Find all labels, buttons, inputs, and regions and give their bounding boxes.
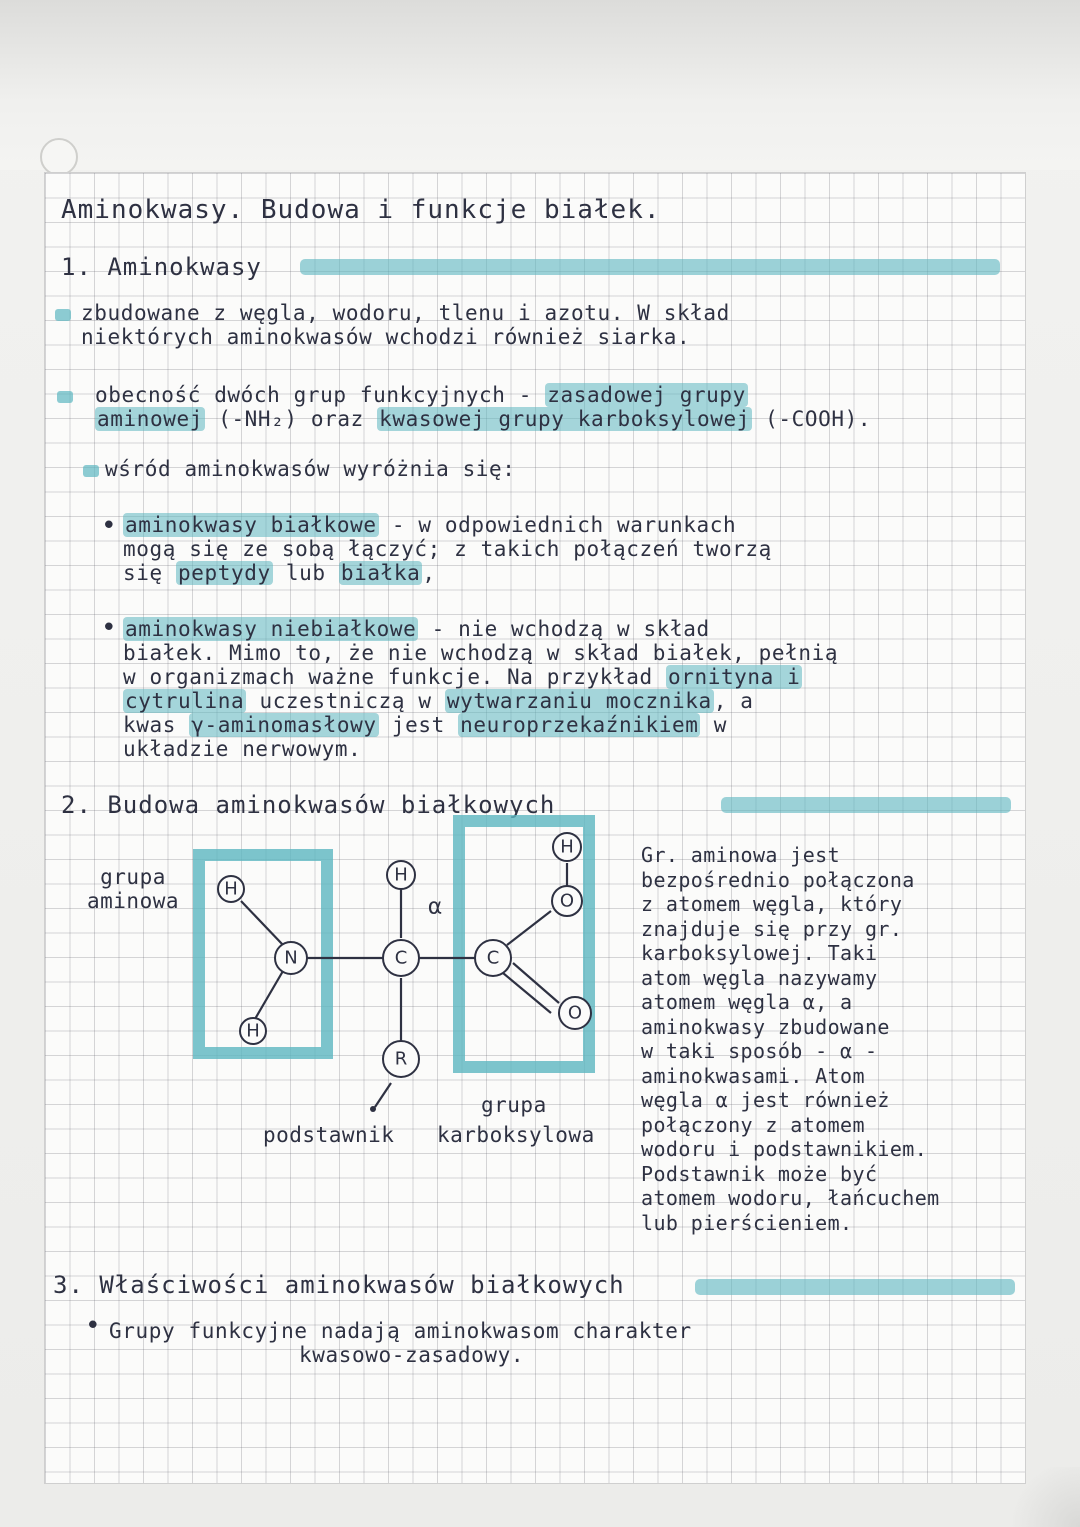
bullet-aminokwasy-bialkowe: aminokwasy białkowe - w odpowiednich warunkach mogą się ze sobą łączyć; z takich połączeń tworzą się peptydy lub białka,	[123, 513, 772, 585]
section2-heading: 2. Budowa aminokwasów białkowych	[61, 791, 556, 819]
highlight-aminokwasy-bialkowe: aminokwasy białkowe	[125, 513, 377, 537]
page-title: Aminokwasy. Budowa i funkcje białek.	[61, 195, 661, 225]
atom-label: O	[567, 1002, 583, 1024]
highlight-ornityna: ornityna i	[667, 665, 801, 689]
alpha-symbol: α	[427, 894, 443, 920]
label-podstawnik: podstawnik	[263, 1123, 395, 1147]
bond-n-h2	[255, 971, 283, 1019]
atom-label: C	[486, 947, 500, 969]
p1-line2: niektórych aminokwasów wchodzi również siarka.	[81, 325, 691, 349]
section1-heading: 1. Aminokwasy	[61, 253, 262, 281]
scan-top-strip	[0, 0, 1080, 170]
atom-label: N	[284, 947, 298, 969]
section1-paragraph2: obecność dwóch grup funkcyjnych - zasadowej grupy aminowej (-NH₂) oraz kwasowej grupy karboksylowej (-COOH).	[95, 383, 872, 431]
section3-heading: 3. Właściwości aminokwasów białkowych	[53, 1271, 625, 1299]
highlight-neuroprzekaznik: neuroprzekaźnikiem	[460, 713, 699, 737]
section3-heading-highlight	[695, 1279, 1015, 1295]
highlight-bialka: białka	[340, 561, 421, 585]
atom-label: H	[224, 878, 238, 900]
grid-paper	[44, 172, 1026, 1484]
highlight-aminowej: aminowej	[97, 407, 203, 431]
atom-label: O	[559, 890, 575, 912]
label-karboksylowa: karboksylowa	[437, 1123, 595, 1147]
atom-label: R	[394, 1048, 408, 1070]
structure-description: Gr. aminowa jest bezpośrednio połączona z atomem węgla, który znajduje się przy gr. karboksylowej. Taki atom węgla nazywamy atomem węgla α, a aminokwasy zbudowane w taki sposób - α - aminokwasami. Atom węgla α jest również połączony z atomem wodoru i podstawnikiem. Podstawnik może być atomem wodoru, łańcuchem lub pierścieniem.	[641, 843, 940, 1235]
highlight-aminokwasy-niebialkowe: aminokwasy niebiałkowe	[125, 617, 417, 641]
substituent-pointer	[375, 1083, 391, 1107]
binder-hole	[40, 138, 78, 176]
scan-shadow	[1000, 1467, 1080, 1527]
section3-bullet1: Grupy funkcyjne nadają aminokwasom charakter kwasowo-zasadowy.	[109, 1319, 692, 1367]
bond-c-o-double-2	[513, 963, 559, 1003]
atom-label: H	[560, 836, 574, 858]
highlight-mocznik: wytwarzaniu mocznika	[446, 689, 712, 713]
list-dot: •	[85, 1311, 101, 1341]
p1-line1: zbudowane z węgla, wodoru, tlenu i azotu. W skład	[81, 301, 730, 325]
bond-n-h1	[241, 901, 283, 945]
atom-label: H	[246, 1020, 260, 1042]
label-grupa-aminowa: grupa aminowa	[87, 865, 180, 913]
atom-label: C	[394, 947, 408, 969]
list-dot: •	[101, 613, 117, 643]
atom-label: H	[394, 864, 408, 886]
highlight-gaba: γ-aminomasłowy	[191, 713, 377, 737]
highlight-zasadowej: zasadowej grupy	[547, 383, 746, 407]
highlight-cytrulina: cytrulina	[125, 689, 245, 713]
list-dot: •	[101, 511, 117, 541]
pointer-dot	[370, 1106, 376, 1112]
highlight-kwasowej: kwasowej grupy karboksylowej	[379, 407, 750, 431]
section1-paragraph3: wśród aminokwasów wyróżnia się:	[105, 457, 516, 481]
highlight-peptydy: peptydy	[177, 561, 271, 585]
label-grupa: grupa	[481, 1093, 547, 1117]
bond-c-oh	[507, 911, 551, 945]
bond-c-o-double-1	[503, 973, 551, 1013]
bullet-aminokwasy-niebialkowe: aminokwasy niebiałkowe - nie wchodzą w skład białek. Mimo to, że nie wchodzą w skład białek, pełnią w organizmach ważne funkcje. Na przykład ornityna i cytrulina uczestniczą w wytwarzaniu mocznika, a kwas γ-aminomasłowy jest neuroprzekaźnikiem w układzie nerwowym.	[123, 617, 839, 761]
